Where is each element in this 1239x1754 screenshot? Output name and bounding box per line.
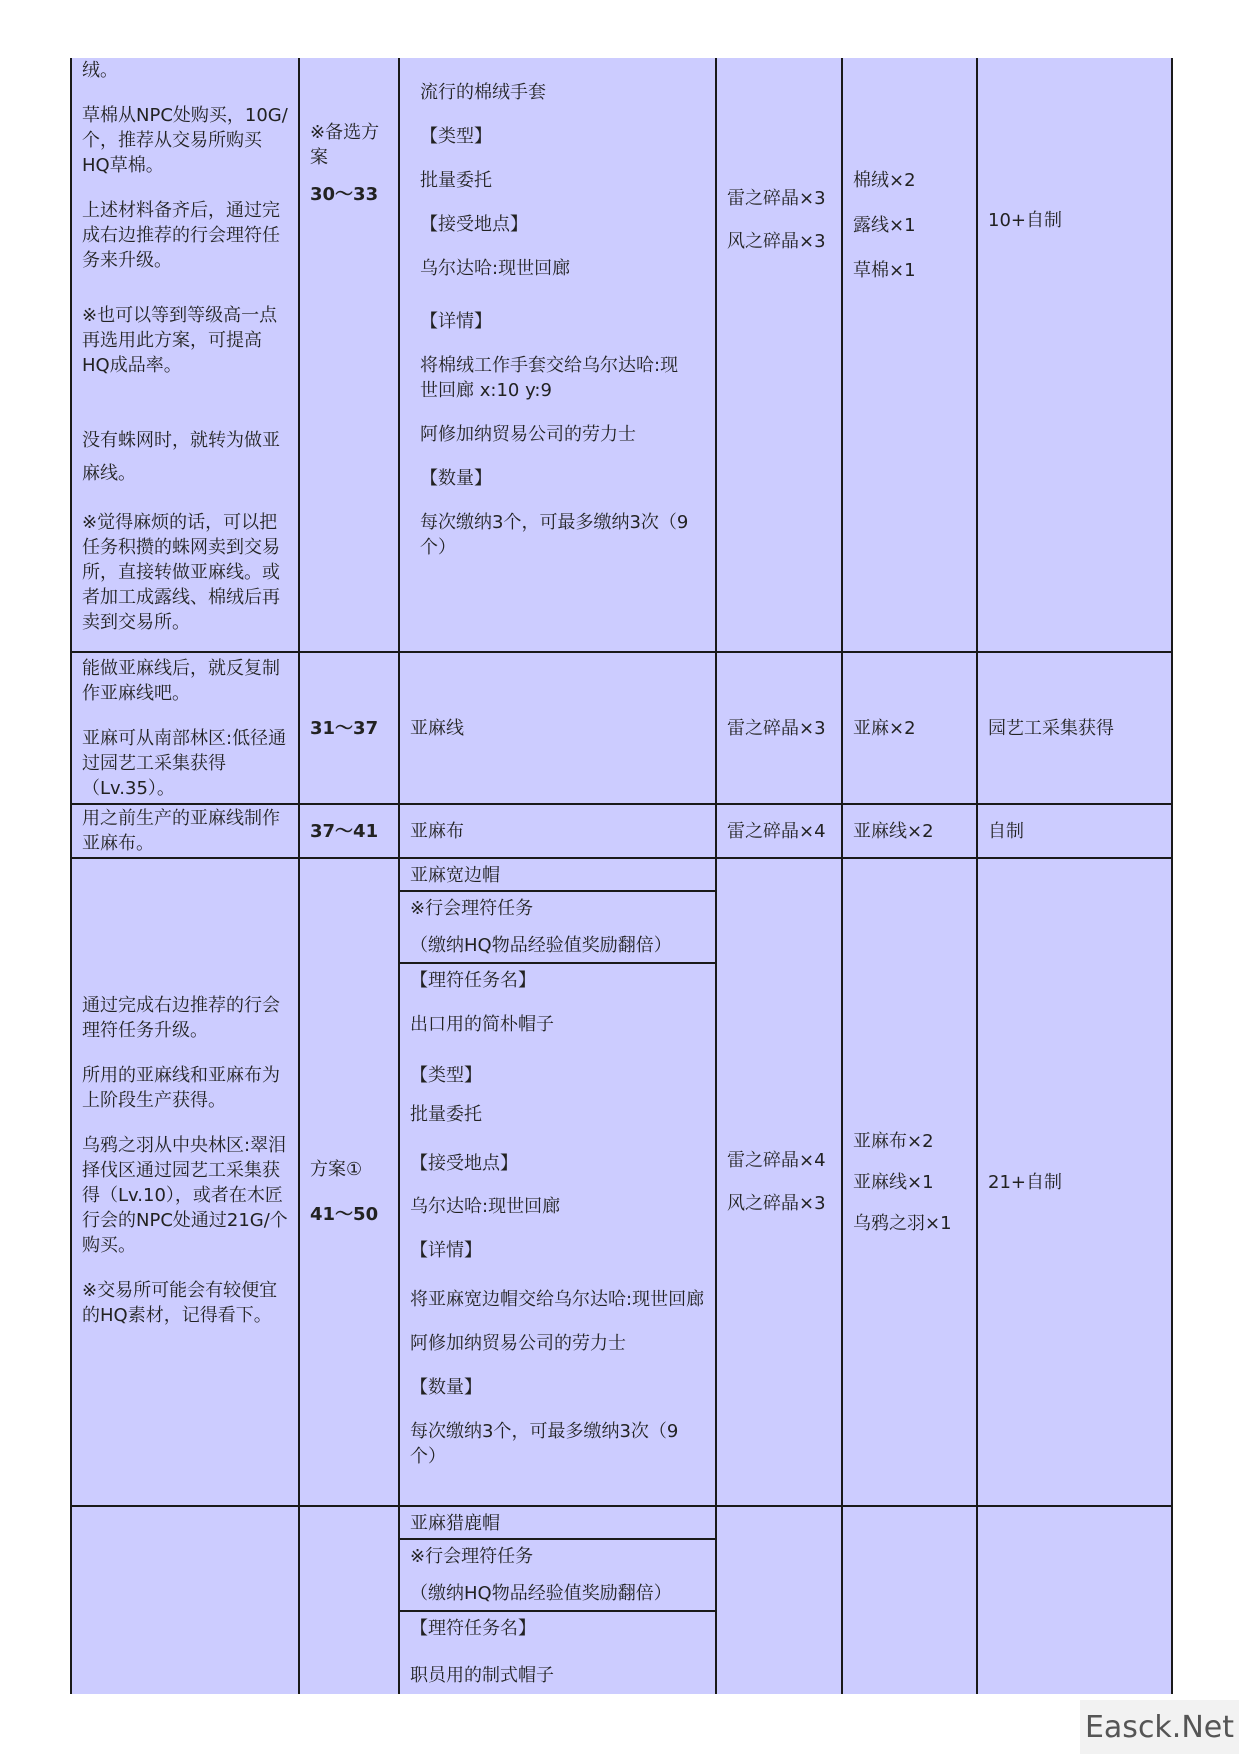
material-text: 亚麻布×2 xyxy=(853,1130,934,1152)
item-cell xyxy=(399,804,716,858)
table-row xyxy=(71,652,1172,804)
item-line: 出口用的简朴帽子 xyxy=(410,1014,554,1035)
guild-note: （缴纳HQ物品经验值奖励翻倍） xyxy=(410,1583,672,1604)
guild-note: ※行会理符任务 xyxy=(410,898,534,919)
crystal-text: 雷之碎晶×4 xyxy=(727,1150,826,1171)
note-cell xyxy=(71,652,299,804)
item-line: 【接受地点】 xyxy=(410,1153,518,1174)
guild-note-box xyxy=(400,890,715,962)
note-text: 绒。 xyxy=(82,60,118,81)
watermark-logo: Easck.Net xyxy=(1080,1700,1239,1754)
source-text: 园艺工采集获得 xyxy=(988,717,1114,739)
item-line: 【详情】 xyxy=(420,311,492,332)
material-text: 露线×1 xyxy=(853,215,916,236)
source-text: 自制 xyxy=(988,820,1024,842)
level-range: 41～50 xyxy=(310,1204,379,1225)
item-line: 将亚麻宽边帽交给乌尔达哈:现世回廊 xyxy=(410,1289,705,1310)
material-cell xyxy=(842,1506,977,1694)
item-line: 阿修加纳贸易公司的劳力士 xyxy=(410,1333,626,1354)
note-text: 没有蛛网时，就转为做亚麻线。 xyxy=(82,430,280,484)
item-line: 批量委托 xyxy=(420,170,492,191)
level-range: 31～37 xyxy=(310,717,379,739)
material-text: 草棉×1 xyxy=(853,260,916,281)
crystal-cell xyxy=(716,652,842,804)
crystal-cell xyxy=(716,858,842,1506)
item-line: 【数量】 xyxy=(410,1377,482,1398)
level-cell xyxy=(299,1506,399,1694)
item-cell xyxy=(399,58,716,652)
level-range: 37～41 xyxy=(310,820,379,842)
item-line: 【类型】 xyxy=(410,1065,482,1086)
note-text: 草棉从NPC处购买，10G/个，推荐从交易所购买HQ草棉。 xyxy=(82,105,288,176)
note-text: 上述材料备齐后，通过完成右边推荐的行会理符任务来升级。 xyxy=(82,200,280,271)
item-title-box xyxy=(400,859,715,890)
item-name: 亚麻线 xyxy=(410,717,464,739)
note-text: 能做亚麻线后，就反复制作亚麻线吧。 xyxy=(82,657,280,704)
crystal-text: 风之碎晶×3 xyxy=(727,1193,826,1214)
material-text: 亚麻线×2 xyxy=(853,820,934,842)
crystal-text: 雷之碎晶×4 xyxy=(727,820,826,842)
item-line: 每次缴纳3个，可最多缴纳3次（9个） xyxy=(410,1421,679,1467)
material-text: 棉绒×2 xyxy=(853,170,916,191)
note-text: 所用的亚麻线和亚麻布为上阶段生产获得。 xyxy=(82,1065,280,1111)
note-cell xyxy=(71,58,299,652)
crystal-cell xyxy=(716,1506,842,1694)
material-text: 乌鸦之羽×1 xyxy=(853,1212,952,1234)
item-line: 职员用的制式帽子 xyxy=(410,1665,554,1686)
material-cell xyxy=(842,804,977,858)
item-line: 阿修加纳贸易公司的劳力士 xyxy=(420,424,636,445)
material-cell xyxy=(842,58,977,652)
item-line: 每次缴纳3个，可最多缴纳3次（9个） xyxy=(420,512,689,558)
crystal-cell xyxy=(716,804,842,858)
level-range: 30～33 xyxy=(310,184,379,205)
item-line: 将棉绒工作手套交给乌尔达哈:现世回廊 x:10 y:9 xyxy=(420,355,679,401)
item-line: 【理符任务名】 xyxy=(410,1618,536,1639)
item-line: 乌尔达哈:现世回廊 xyxy=(410,1196,561,1217)
item-title-box xyxy=(400,1507,715,1538)
crystal-cell xyxy=(716,58,842,652)
guild-note: ※行会理符任务 xyxy=(410,1546,534,1567)
level-cell xyxy=(299,858,399,1506)
crystal-text: 风之碎晶×3 xyxy=(727,231,826,252)
material-cell xyxy=(842,858,977,1506)
item-line: 【理符任务名】 xyxy=(410,970,536,991)
item-line: 流行的棉绒手套 xyxy=(420,82,546,103)
note-text: 通过完成右边推荐的行会理符任务升级。 xyxy=(82,995,280,1041)
material-text: 亚麻×2 xyxy=(853,717,916,739)
level-cell xyxy=(299,58,399,652)
item-title: 亚麻猎鹿帽 xyxy=(410,1513,500,1534)
item-title: 亚麻宽边帽 xyxy=(410,865,500,886)
plan-label: ※备选方案 xyxy=(310,122,380,168)
material-cell xyxy=(842,652,977,804)
item-cell xyxy=(399,1506,716,1694)
quest-details-box xyxy=(400,962,715,1473)
note-cell xyxy=(71,1506,299,1694)
item-line: 【数量】 xyxy=(420,468,492,489)
level-cell xyxy=(299,804,399,858)
source-cell xyxy=(977,58,1172,652)
quest-details-box xyxy=(400,1610,715,1692)
guild-note-box xyxy=(400,1538,715,1610)
item-cell xyxy=(399,652,716,804)
crystal-text: 雷之碎晶×3 xyxy=(727,717,826,739)
item-line: 【接受地点】 xyxy=(420,214,528,235)
material-text: 亚麻线×1 xyxy=(853,1171,934,1193)
crystal-text: 雷之碎晶×3 xyxy=(727,188,826,209)
source-text: 21+自制 xyxy=(988,1171,1062,1193)
source-cell xyxy=(977,804,1172,858)
note-cell xyxy=(71,804,299,858)
table-row xyxy=(71,804,1172,858)
note-text: ※也可以等到等级高一点再选用此方案，可提高HQ成品率。 xyxy=(82,305,278,376)
item-line: 批量委托 xyxy=(410,1104,482,1125)
source-text: 10+自制 xyxy=(988,210,1062,231)
note-text: 用之前生产的亚麻线制作亚麻布。 xyxy=(82,808,280,854)
table-row xyxy=(71,58,1172,652)
level-cell xyxy=(299,652,399,804)
plan-label: 方案① xyxy=(310,1159,363,1180)
item-name: 亚麻布 xyxy=(410,820,464,842)
item-line: 乌尔达哈:现世回廊 xyxy=(420,258,571,279)
item-line: 【详情】 xyxy=(410,1240,482,1261)
table-row xyxy=(71,1506,1172,1694)
note-text: 亚麻可从南部林区:低径通过园艺工采集获得（Lv.35）。 xyxy=(82,727,287,799)
note-text: ※觉得麻烦的话，可以把任务积攒的蛛网卖到交易所，直接转做亚麻线。或者加工成露线、棉绒后再卖到交易所。 xyxy=(82,512,280,633)
source-cell xyxy=(977,1506,1172,1694)
note-text: ※交易所可能会有较便宜的HQ素材，记得看下。 xyxy=(82,1280,278,1326)
item-line: 【类型】 xyxy=(420,126,492,147)
crafting-guide-table xyxy=(70,58,1173,1694)
guild-note: （缴纳HQ物品经验值奖励翻倍） xyxy=(410,935,672,956)
note-text: 乌鸦之羽从中央林区:翠泪择伐区通过园艺工采集获得（Lv.10），或者在木匠行会的NPC处通过21G/个购买。 xyxy=(82,1135,288,1256)
source-cell xyxy=(977,858,1172,1506)
source-cell xyxy=(977,652,1172,804)
item-cell xyxy=(399,858,716,1506)
table-row xyxy=(71,858,1172,1506)
note-cell xyxy=(71,858,299,1506)
